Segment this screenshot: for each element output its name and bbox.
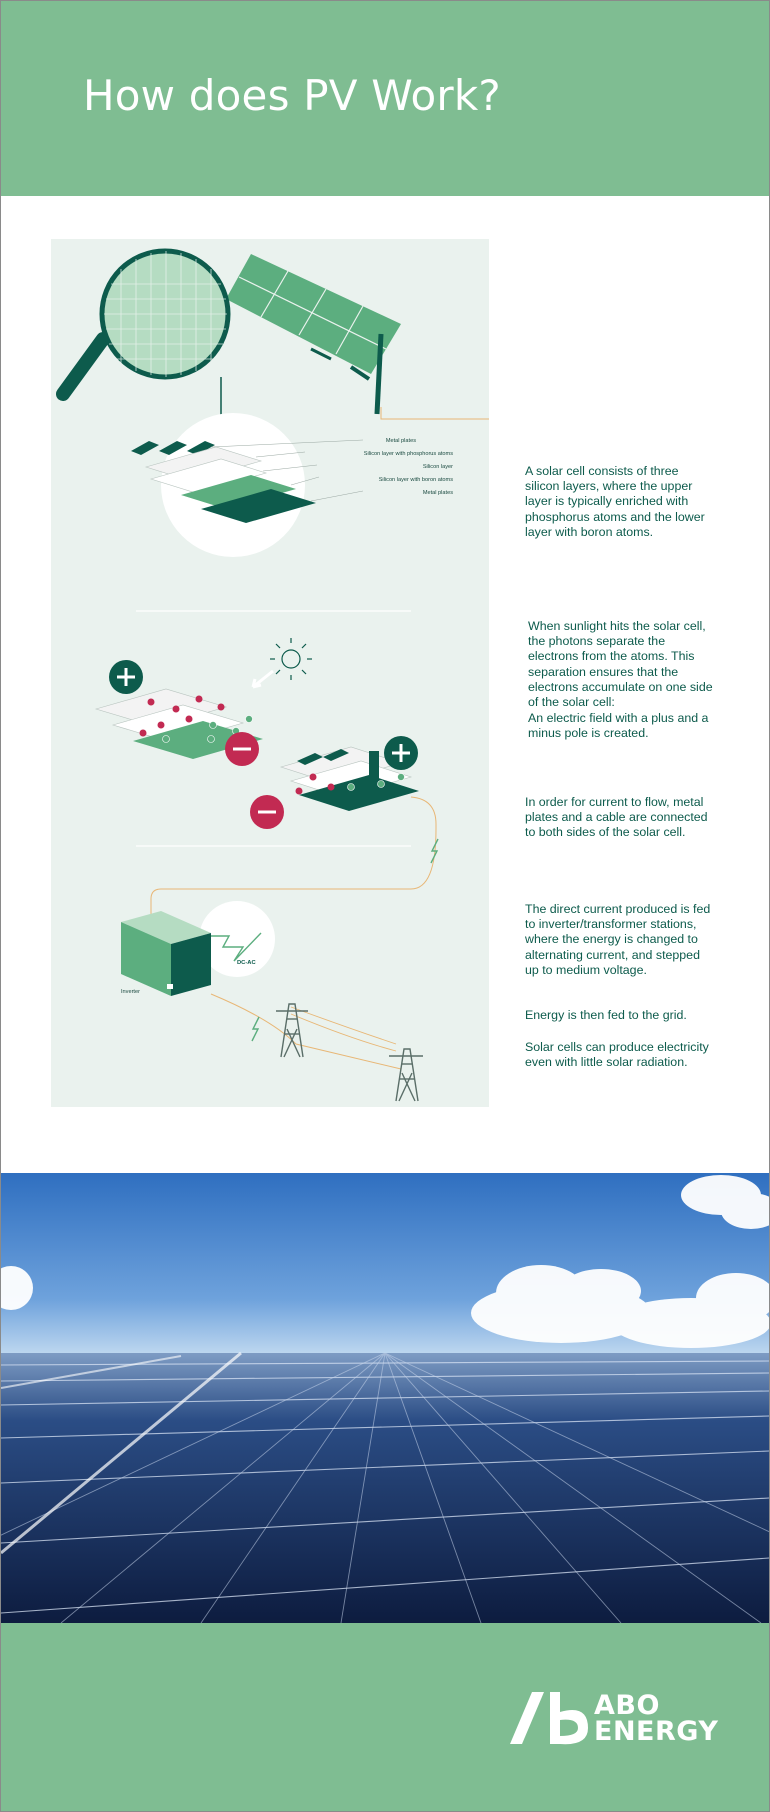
text-solar-cell-layers: A solar cell consists of three silicon layers, where the upper layer is typically enriched with phosphorus atoms and the lower layer with boron atoms. <box>525 464 705 539</box>
page-title: How does PV Work? <box>83 71 501 120</box>
text-low-radiation: Solar cells can produce electricity even with little solar radiation. <box>525 1040 709 1070</box>
inverter-label: Inverter <box>121 989 140 995</box>
text-sunlight-photons: When sunlight hits the solar cell, the photons separate the electrons from the atoms. This separation ensures that the electrons accumulate on one side of the solar cell: <box>528 619 713 710</box>
logo-text-energy: ENERGY <box>594 1716 719 1747</box>
layer-label-boron: Silicon layer with boron atoms <box>378 477 453 483</box>
plus-icon <box>109 660 143 694</box>
logo-text-abo: ABO <box>594 1690 660 1721</box>
layer-label-phosphorus: Silicon layer with phosphorus atoms <box>363 451 453 457</box>
text-grid: Energy is then fed to the grid. <box>525 1008 687 1022</box>
minus-icon <box>250 795 284 829</box>
layer-label-silicon: Silicon layer <box>422 464 453 470</box>
minus-icon <box>225 732 259 766</box>
layer-label-metal-plates-bottom: Metal plates <box>422 490 453 496</box>
dcac-label: DC-AC <box>237 960 256 966</box>
solar-field-photo <box>1 1173 769 1623</box>
header-banner <box>1 1 769 196</box>
plus-icon <box>384 736 418 770</box>
text-electric-field: An electric field with a plus and a minus pole is created. <box>528 711 709 741</box>
pv-infographic <box>51 239 489 1107</box>
layer-label-metal-plates-top: Metal plates <box>385 438 416 444</box>
text-direct-current: The direct current produced is fed to inverter/transformer stations, where the energy is changed to alternating current, and stepped up to medium voltage. <box>525 902 711 977</box>
text-current-flow: In order for current to flow, metal plates and a cable are connected to both sides of the solar cell. <box>525 795 708 840</box>
